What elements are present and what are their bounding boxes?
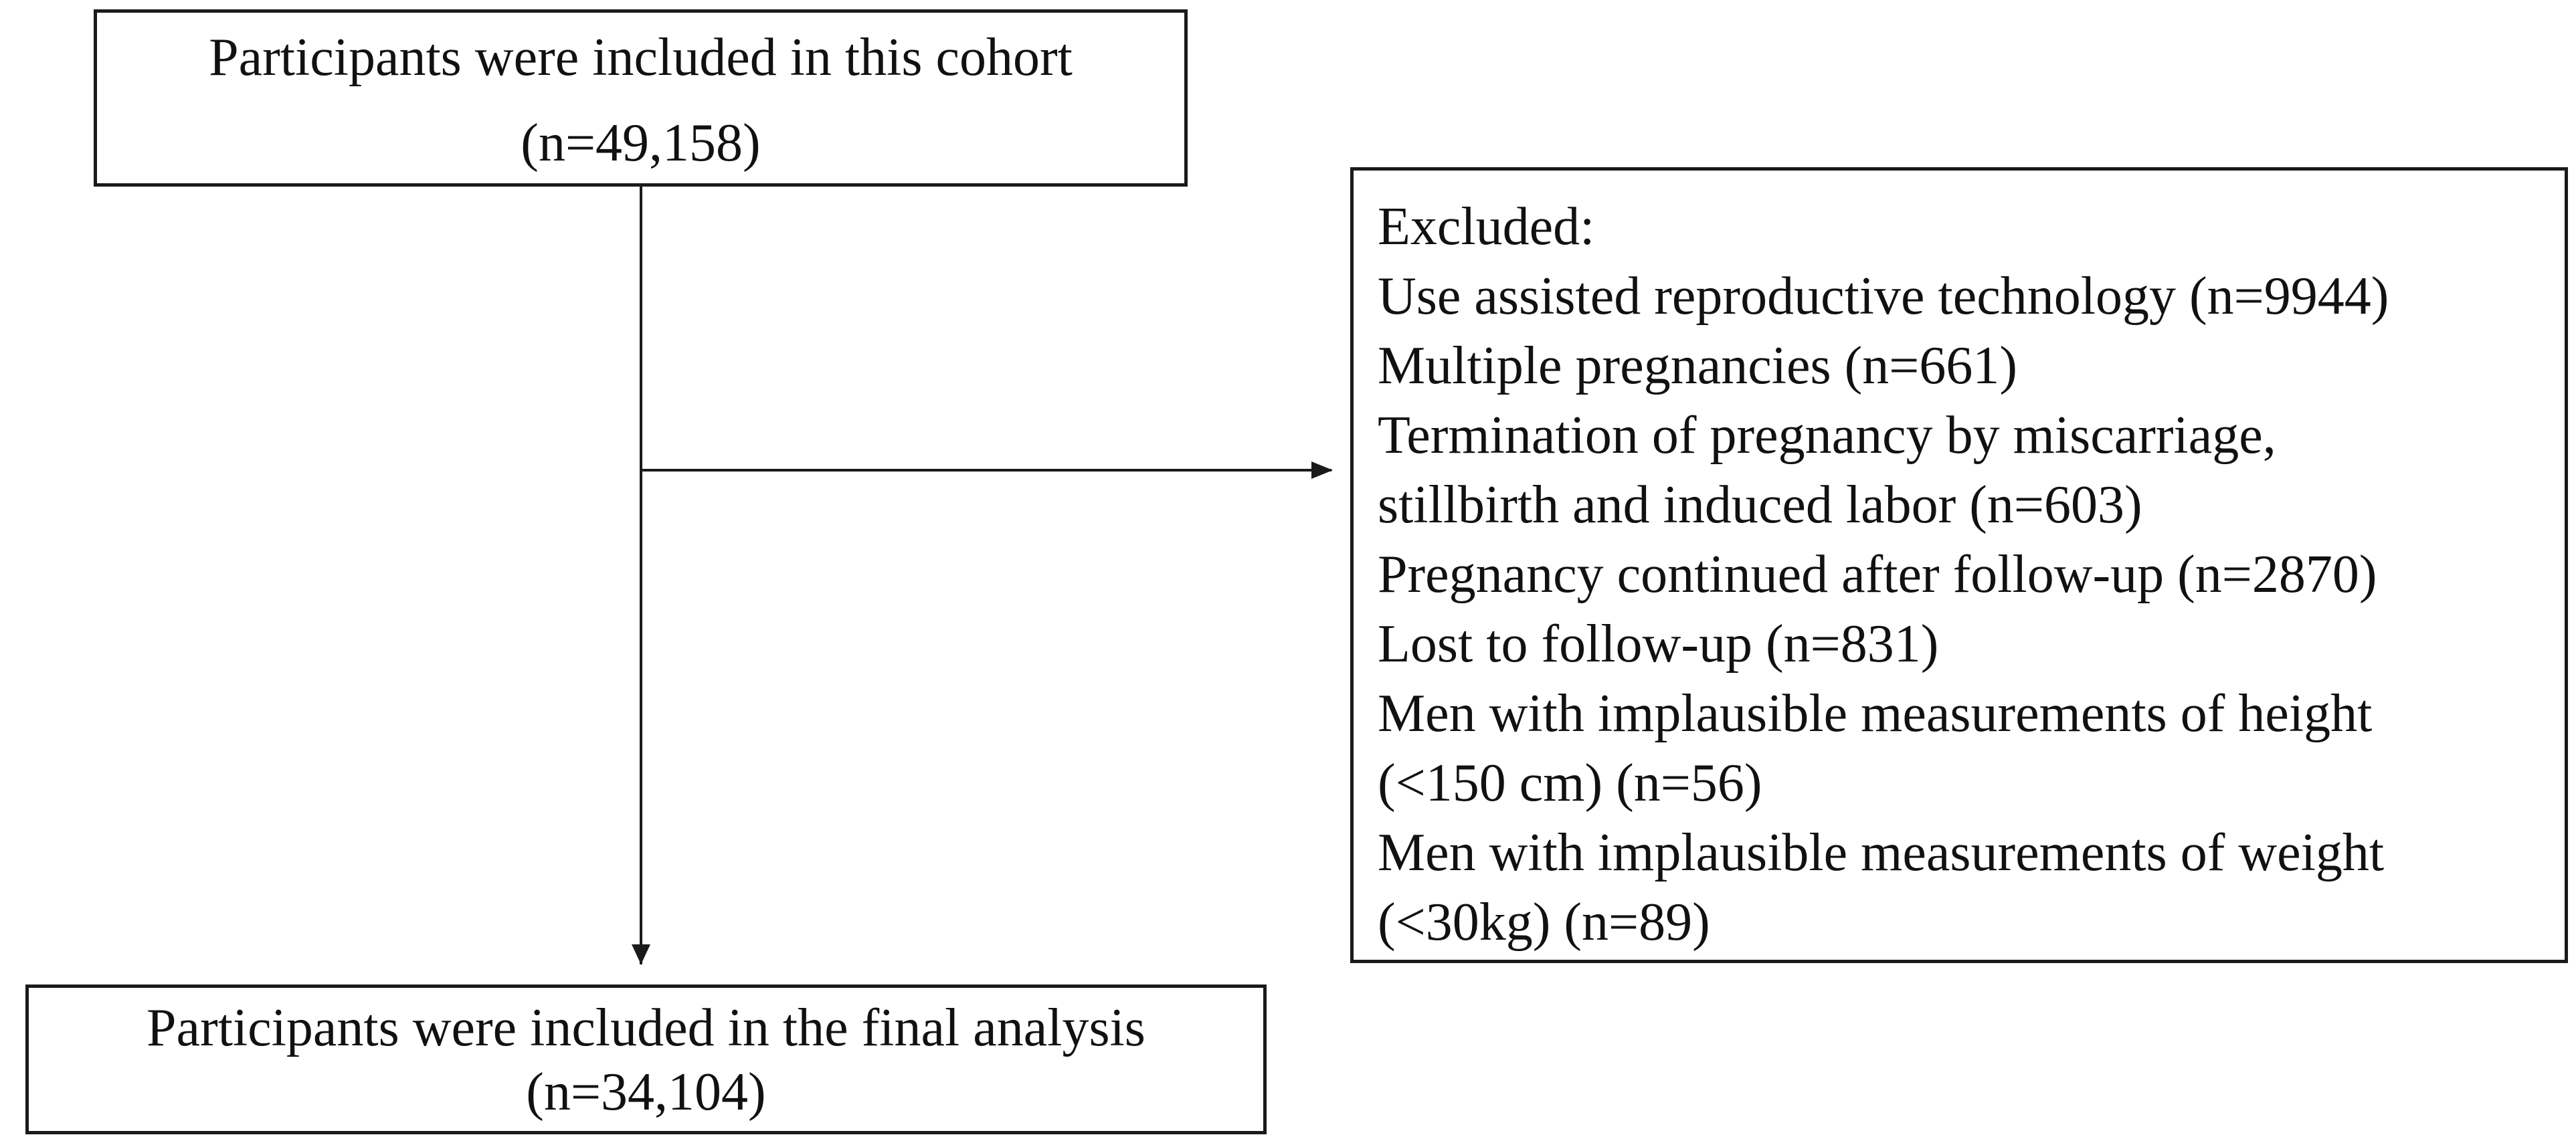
cohort-box xyxy=(94,9,1188,187)
excluded-item: (<150 cm) (n=56) xyxy=(1378,754,1762,813)
excluded-item: Lost to follow-up (n=831) xyxy=(1378,615,1939,673)
final-analysis-count: (n=34,104) xyxy=(526,1063,766,1122)
excluded-item: Use assisted reproductive technology (n=9944) xyxy=(1378,267,2389,326)
cohort-title: Participants were included in this cohort xyxy=(209,28,1073,87)
final-analysis-title: Participants were included in the final analysis xyxy=(147,999,1145,1057)
excluded-item: Men with implausible measurements of weight xyxy=(1378,823,2385,882)
excluded-item: Pregnancy continued after follow-up (n=2870) xyxy=(1378,545,2377,604)
excluded-item: Men with implausible measurements of height xyxy=(1378,684,2373,743)
excluded-item: stillbirth and induced labor (n=603) xyxy=(1378,476,2142,534)
excluded-item: Multiple pregnancies (n=661) xyxy=(1378,336,2017,395)
excluded-list xyxy=(1378,192,2389,957)
excluded-heading: Excluded: xyxy=(1378,197,1595,256)
excluded-item: (<30kg) (n=89) xyxy=(1378,893,1710,952)
final-analysis-box xyxy=(25,984,1267,1134)
excluded-box xyxy=(1350,167,2568,963)
main-flow-arrowhead xyxy=(632,944,650,964)
exclusion-branch-arrowhead xyxy=(1311,461,1333,479)
cohort-count: (n=49,158) xyxy=(521,114,761,173)
excluded-item: Termination of pregnancy by miscarriage, xyxy=(1378,406,2276,465)
